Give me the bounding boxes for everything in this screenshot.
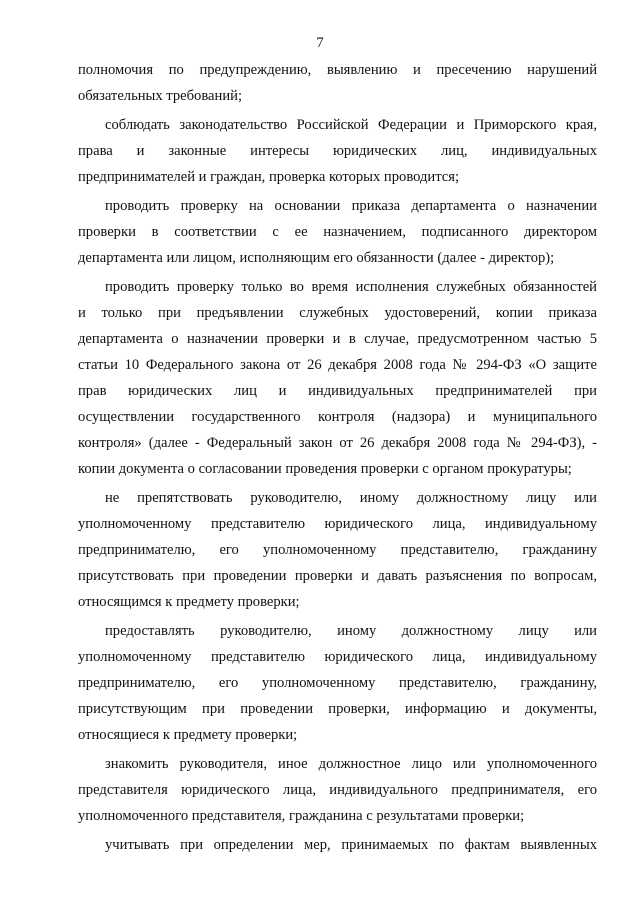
- text-line: и только при предъявлении служебных удостоверений, копии приказа: [78, 305, 597, 321]
- text-line: относящиеся к предмету проверки;: [78, 727, 298, 743]
- text-line: предпринимателю, его уполномоченному представителю, гражданину: [78, 542, 597, 558]
- text-line: знакомить руководителя, иное должностное лицо или уполномоченного: [105, 756, 597, 772]
- text-line: учитывать при определении мер, принимаемых по фактам выявленных: [105, 837, 597, 853]
- text-line: права и законные интересы юридических лиц, индивидуальных: [78, 143, 597, 159]
- text-line: предпринимателю, его уполномоченному представителю, гражданину,: [78, 675, 597, 691]
- text-line: присутствующим при проведении проверки, информацию и документы,: [78, 701, 597, 717]
- text-line: копии документа о согласовании проведения проверки с органом прокуратуры;: [78, 461, 572, 477]
- text-line: соблюдать законодательство Российской Федерации и Приморского края,: [105, 117, 597, 133]
- text-line: проводить проверку только во время исполнения служебных обязанностей: [105, 279, 597, 295]
- text-line: предоставлять руководителю, иному должностному лицу или: [105, 623, 597, 639]
- text-line: относящимся к предмету проверки;: [78, 594, 300, 610]
- text-line: прав юридических лиц и индивидуальных предпринимателей при: [78, 383, 597, 399]
- text-line: проверки в соответствии с ее назначением, подписанного директором: [78, 224, 597, 240]
- text-line: полномочия по предупреждению, выявлению и пресечению нарушений: [78, 62, 597, 78]
- text-line: департамента или лицом, исполняющим его обязанности (далее - директор);: [78, 250, 555, 266]
- text-line: контроля» (далее - Федеральный закон от 26 декабря 2008 года № 294-ФЗ), -: [78, 435, 597, 451]
- text-line: уполномоченному представителю юридического лица, индивидуальному: [78, 516, 597, 532]
- text-line: предпринимателей и граждан, проверка которых проводится;: [78, 169, 460, 185]
- text-line: осуществлении государственного контроля (надзора) и муниципального: [78, 409, 597, 425]
- text-line: не препятствовать руководителю, иному должностному лицу или: [105, 490, 597, 506]
- text-line: проводить проверку на основании приказа департамента о назначении: [105, 198, 597, 214]
- text-line: уполномоченного представителя, гражданина с результатами проверки;: [78, 808, 525, 824]
- text-line: статьи 10 Федерального закона от 26 декабря 2008 года № 294-ФЗ «О защите: [78, 357, 597, 373]
- text-line: присутствовать при проведении проверки и давать разъяснения по вопросам,: [78, 568, 597, 584]
- text-line: департамента о назначении проверки и в случае, предусмотренном частью 5: [78, 331, 597, 347]
- text-line: представителя юридического лица, индивидуального предпринимателя, его: [78, 782, 597, 798]
- text-line: уполномоченному представителю юридического лица, индивидуальному: [78, 649, 597, 665]
- page-number: 7: [316, 35, 324, 51]
- text-line: обязательных требований;: [78, 88, 243, 104]
